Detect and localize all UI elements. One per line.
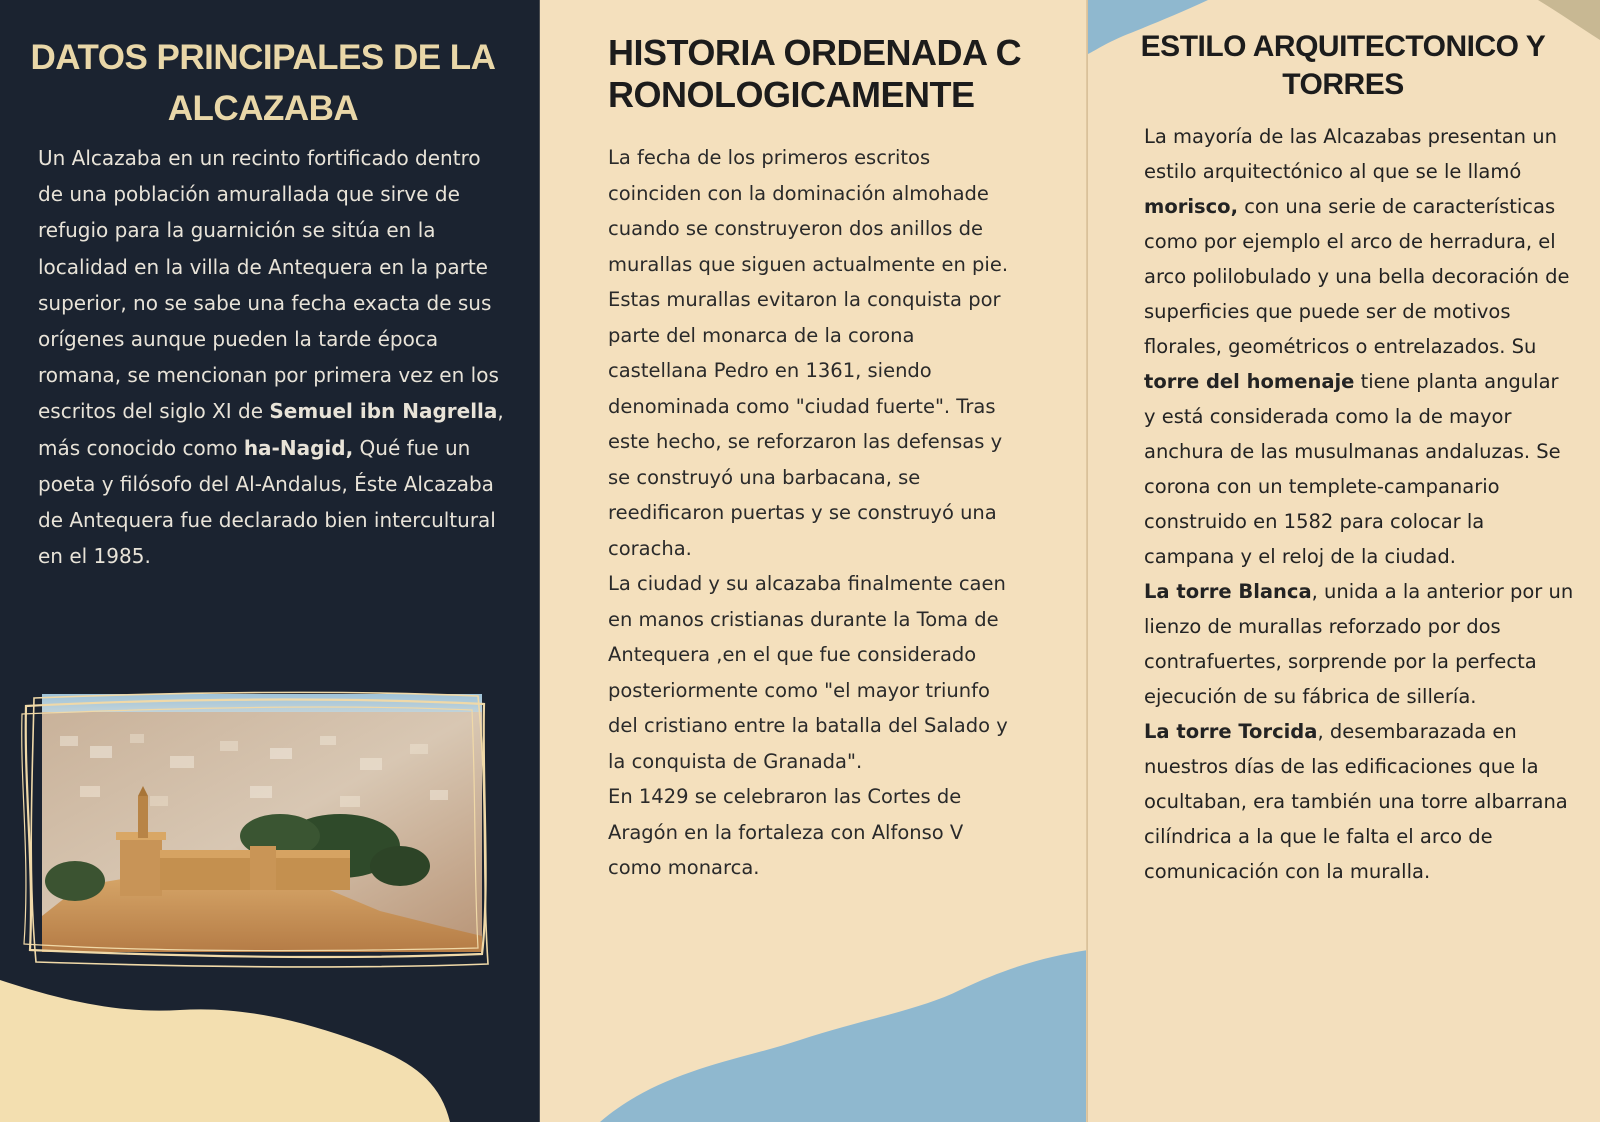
bold-term: torre del homenaje (1144, 370, 1355, 393)
datos-principales-text (38, 140, 508, 574)
bold-term: La torre Torcida (1144, 720, 1318, 743)
datos-principales-heading: DATOS PRINCIPALES DE LA ALCAZABA (30, 38, 496, 128)
historia-heading: HISTORIA ORDENADA CRONOLOGICAMENTE (608, 32, 1022, 115)
bold-term: morisco, (1144, 195, 1238, 218)
estilo-paragraph-2: La torre Blanca, unida a la anterior por un lienzo de murallas reforzado por dos contrafuertes, sorprende por la perfecta ejecución de su fábrica de sillería. (1144, 580, 1574, 708)
bold-term: Semuel ibn Nagrella (269, 399, 498, 424)
panel-historia (540, 0, 1088, 1122)
estilo-text (1144, 119, 1576, 889)
datos-principales-paragraph: Un Alcazaba en un recinto fortificado dentro de una población amurallada que sirve de refugio para la guarnición se sitúa en la localidad en la villa de Antequera en la parte superior, no se sabe una fecha exacta de sus orígenes aunque pueden la tarde época romana, se mencionan por primera vez en los escritos del siglo XI de Semuel ibn Nagrella, más conocido como ha-Nagid, Qué fue un poeta y filósofo del Al-Andalus, Éste Alcazaba de Antequera fue declarado bien intercultural en el 1985. (38, 146, 504, 569)
historia-paragraph-2: La ciudad y su alcazaba finalmente caen en manos cristianas durante la Toma de Antequera ,en el que fue considerado posteriormente como "el mayor triunfo del cristiano entre la batalla del Salado y la conquista de Granada". (608, 572, 1008, 773)
historia-text (608, 140, 1018, 886)
estilo-paragraph-3: La torre Torcida, desembarazada en nuestros días de las edificaciones que la ocultaban, era también una torre albarrana cilíndrica a la que le falta el arco de comunicación con la muralla. (1144, 720, 1568, 883)
panel-estilo (1088, 0, 1600, 1122)
bold-term: ha-Nagid, (243, 435, 354, 460)
estilo-heading: ESTILO ARQUITECTONICO Y TORRES (1140, 30, 1546, 101)
blue-wave-decoration (540, 950, 1088, 1122)
alcazaba-aerial-photo (20, 686, 490, 972)
historia-paragraph-1: La fecha de los primeros escritos coinciden con la dominación almohade cuando se construyeron dos anillos de murallas que siguen actualmente en pie. Estas murallas evitaron la conquista por parte del monarca de la corona castellana Pedro en 1361, siendo denominada como "ciudad fuerte". Tras este hecho, se reforzaron las defensas y se construyó una barbacana, se reedificaron puertas y se construyó una coracha. (608, 146, 1009, 560)
estilo-paragraph-1: La mayoría de las Alcazabas presentan un estilo arquitectónico al que se le llamó morisco, con una serie de características como por ejemplo el arco de herradura, el arco polilobulado y una bella decoración de superficies que puede ser de motivos florales, geométricos o entrelazados. Su torre del homenaje tiene planta angular y está considerada como la de mayor anchura de las musulmanas andaluzas. Se corona con un templete-campanario construido en 1582 para colocar la campana y el reloj de la ciudad. (1144, 125, 1570, 568)
panel-datos-principales (0, 0, 540, 1122)
bold-term: La torre Blanca (1144, 580, 1312, 603)
historia-paragraph-3: En 1429 se celebraron las Cortes de Aragón en la fortaleza con Alfonso V como monarca. (608, 785, 964, 879)
sand-wave-decoration (0, 980, 540, 1122)
